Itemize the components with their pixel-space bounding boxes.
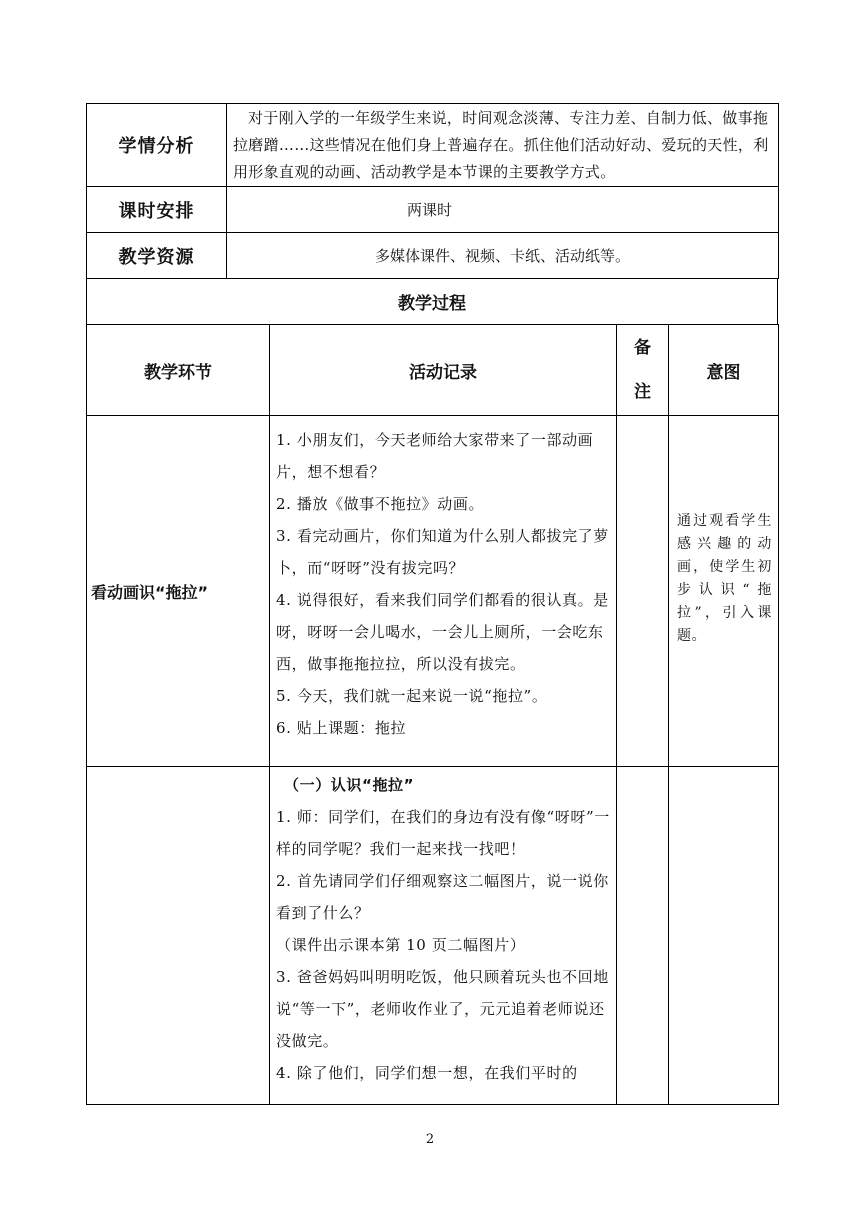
process-title: 教学过程 bbox=[87, 279, 778, 325]
header-intent: 意图 bbox=[669, 325, 779, 416]
activity-line: 4. 除了他们，同学们想一想，在我们平时的 bbox=[276, 1064, 578, 1082]
activity-line: （课件出示课本第 10 页二幅图片） bbox=[276, 936, 526, 954]
stage-cell: 看动画识“拖拉” bbox=[87, 416, 270, 767]
resources-label: 教学资源 bbox=[87, 233, 227, 279]
activity-line: 2. 首先请同学们仔细观察这二幅图片，说一说你看到了什么？ bbox=[276, 872, 609, 922]
stage-cell bbox=[87, 767, 270, 1105]
analysis-label: 学情分析 bbox=[87, 104, 227, 187]
analysis-content: 对于刚入学的一年级学生来说，时间观念淡薄、专注力差、自制力低、做事拖拉磨蹭……这些情况在他们身上普遍存在。抓住他们活动好动、爱玩的天性，利用形象直观的动画、活动教学是本节课的主要教学方式。 bbox=[227, 104, 779, 187]
page-number: 2 bbox=[425, 1132, 435, 1147]
info-table bbox=[86, 103, 779, 279]
header-activity: 活动记录 bbox=[270, 325, 617, 416]
process-title-table bbox=[86, 278, 778, 325]
activity-line: 5. 今天，我们就一起来说一说“拖拉”。 bbox=[276, 687, 548, 705]
activity-line: 2. 播放《做事不拖拉》动画。 bbox=[276, 495, 485, 513]
process-header-row bbox=[87, 325, 779, 416]
process-table bbox=[86, 324, 779, 1105]
intent-cell: 通过观看学生感兴趣的动画，使学生初步认识“拖拉”，引入课题。 bbox=[669, 416, 779, 767]
activity-cell bbox=[270, 767, 617, 1105]
activity-subtitle: （一）认识“拖拉” bbox=[284, 776, 415, 794]
schedule-content: 两课时 bbox=[227, 187, 779, 233]
header-stage: 教学环节 bbox=[87, 325, 270, 416]
process-row-2 bbox=[87, 767, 779, 1105]
process-row-1 bbox=[87, 416, 779, 767]
intent-cell bbox=[669, 767, 779, 1105]
header-note-char2: 注 bbox=[634, 382, 651, 402]
header-note bbox=[617, 325, 669, 416]
resources-content: 多媒体课件、视频、卡纸、活动纸等。 bbox=[227, 233, 779, 279]
activity-line: 1. 师：同学们，在我们的身边有没有像“呀呀”一样的同学呢？我们一起来找一找吧！ bbox=[276, 808, 610, 858]
activity-line: 1. 小朋友们，今天老师给大家带来了一部动画片，想不想看？ bbox=[276, 431, 594, 481]
activity-line: 4. 说得很好，看来我们同学们都看的很认真。是呀，呀呀一会儿喝水，一会儿上厕所，一会吃东西，做事拖拖拉拉，所以没有拔完。 bbox=[276, 591, 609, 673]
activity-line: 3. 看完动画片，你们知道为什么别人都拔完了萝卜，而“呀呀”没有拔完吗？ bbox=[276, 527, 609, 577]
activity-line: 6. 贴上课题：拖拉 bbox=[276, 719, 407, 737]
note-cell bbox=[617, 767, 669, 1105]
lesson-plan-page bbox=[86, 103, 778, 1105]
header-note-char1: 备 bbox=[634, 338, 651, 358]
activity-line: 3. 爸爸妈妈叫明明吃饭，他只顾着玩头也不回地说“等一下”，老师收作业了，元元追着老师说还没做完。 bbox=[276, 968, 609, 1050]
activity-cell bbox=[270, 416, 617, 767]
info-row-resources bbox=[87, 233, 779, 279]
note-cell bbox=[617, 416, 669, 767]
schedule-label: 课时安排 bbox=[87, 187, 227, 233]
info-row-schedule bbox=[87, 187, 779, 233]
info-row-analysis bbox=[87, 104, 779, 187]
